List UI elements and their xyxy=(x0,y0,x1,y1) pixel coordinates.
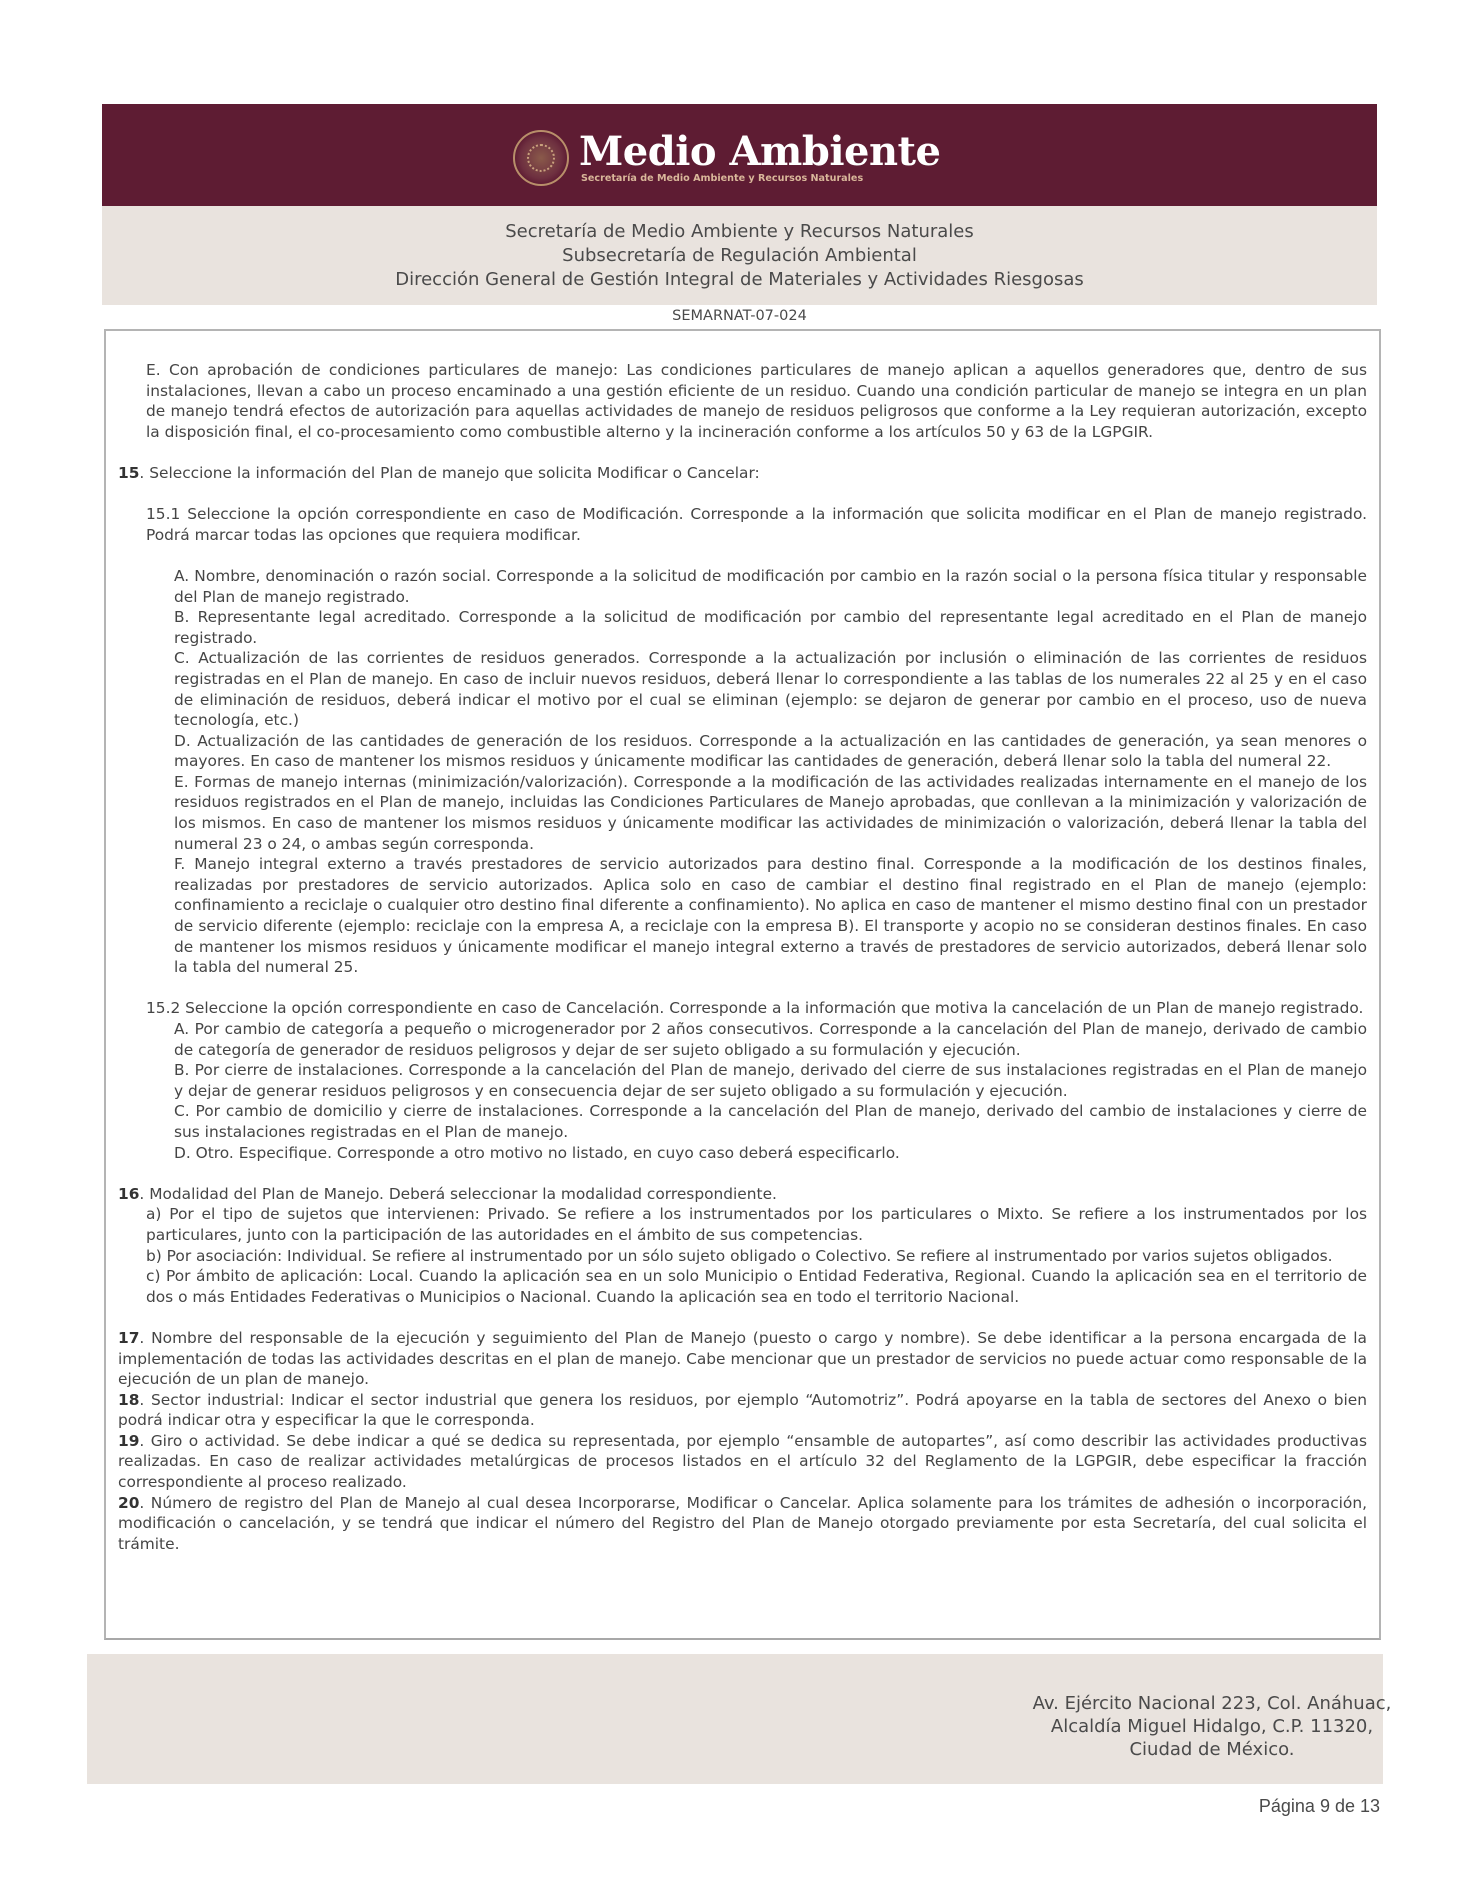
list-item: B. Por cierre de instalaciones. Corresponde a la cancelación del Plan de manejo, derivado del cierre de sus instalaciones registradas en el Plan de manejo y dejar de generar residuos peligrosos y en consecuencia dejar de ser sujeto obligado a su formulación y ejecución. xyxy=(174,1061,1367,1100)
list-item: C. Por cambio de domicilio y cierre de instalaciones. Corresponde a la cancelación del Plan de manejo, derivado del cambio de instalaciones y cierre de sus instalaciones registradas en el Plan de manejo. xyxy=(174,1102,1367,1141)
address-line: Alcaldía Miguel Hidalgo, C.P. 11320, xyxy=(1050,1716,1374,1737)
instructions-body xyxy=(118,360,1367,1554)
list-item: B. Representante legal acreditado. Corresponde a la solicitud de modificación por cambio del representante legal acreditado en el Plan de manejo registrado. xyxy=(174,608,1367,647)
list-item: F. Manejo integral externo a través prestadores de servicio autorizados para destino final. Corresponde a la modificación de los destinos finales, realizadas por prestadores de servicio autorizados. Aplica solo en caso de cambiar el destino final registrado en el Plan de manejo (ejemplo: confinamiento a reciclaje o cualquier otro destino final diferente a confinamiento). No aplica en caso de mantener el mismo destino final con un prestador de servicio diferente (ejemplo: reciclaje con la empresa A, a reciclaje con la empresa B). El transporte y acopio no se consideran destinos finales. En caso de mantener los mismos residuos y únicamente modificar el manejo integral externo a través de prestadores de servicio autorizados, deberá llenar solo la tabla del numeral 25. xyxy=(174,855,1367,977)
address-line: Ciudad de México. xyxy=(1129,1739,1295,1760)
section-number: 15 xyxy=(118,463,140,482)
agency-header xyxy=(102,206,1377,305)
medio-ambiente-logo xyxy=(513,128,940,188)
section-number: 20 xyxy=(118,1493,140,1512)
list-item: E. Formas de manejo internas (minimización/valorización). Corresponde a la modificación de las actividades realizadas internamente en el manejo de los residuos registrados en el Plan de manejo, incluidas las Condiciones Particulares de Manejo aprobadas, que conllevan a la minimización y valorización de los mismos. En caso de mantener los mismos residuos y únicamente modificar las actividades de minimización o valorización, deberá llenar la tabla del numeral 23 o 24, o ambas según corresponda. xyxy=(174,772,1367,853)
form-code: SEMARNAT-07-024 xyxy=(672,308,807,324)
section-19: 19. Giro o actividad. Se debe indicar a qué se dedica su representada, por ejemplo “ensamble de autopartes”, así como describir las actividades productivas realizadas. En caso de realizar actividades metalúrgicas de procesos listados en el artículo 32 del Reglamento de la LGPGIR, debe especificar la fracción correspondiente al proceso realizado. xyxy=(118,1431,1367,1492)
footer-address xyxy=(957,1692,1467,1761)
agency-line-secretaria: Secretaría de Medio Ambiente y Recursos Naturales xyxy=(505,221,974,242)
section-15-heading: 15. Seleccione la información del Plan de manejo que solicita Modificar o Cancelar: xyxy=(118,463,760,482)
section-16-heading: 16. Modalidad del Plan de Manejo. Deberá seleccionar la modalidad correspondiente. xyxy=(118,1184,777,1203)
subsection-15-1: 15.1 Seleccione la opción correspondiente en caso de Modificación. Corresponde a la información que solicita modificar en el Plan de manejo registrado. Podrá marcar todas las opciones que requiera modificar. xyxy=(146,505,1367,544)
section-20: 20. Número de registro del Plan de Manejo al cual desea Incorporarse, Modificar o Cancelar. Aplica solamente para los trámites de adhesión o incorporación, modificación o cancelación, y se tendrá que indicar el número del Registro del Plan de Manejo otorgado previamente por esta Secretaría, del cual solicita el trámite. xyxy=(118,1493,1367,1553)
logo-subtitle: Secretaría de Medio Ambiente y Recursos Naturales xyxy=(581,173,864,184)
section-17: 17. Nombre del responsable de la ejecución y seguimiento del Plan de Manejo (puesto o cargo y nombre). Se debe identificar a la persona encargada de la implementación de todas las actividades descritas en el plan de manejo. Cabe mencionar que un prestador de servicios no puede actuar como responsable de la ejecución de un plan de manejo. xyxy=(118,1328,1367,1389)
agency-line-subsecretaria: Subsecretaría de Regulación Ambiental xyxy=(562,245,917,266)
subsection-15-2: 15.2 Seleccione la opción correspondiente en caso de Cancelación. Corresponde a la información que motiva la cancelación de un Plan de manejo registrado. xyxy=(146,999,1364,1018)
section-number: 17 xyxy=(118,1328,140,1347)
logo-title: Medio Ambiente xyxy=(579,128,941,175)
list-item: D. Actualización de las cantidades de generación de los residuos. Corresponde a la actualización en las cantidades de generación, ya sean menores o mayores. En caso de mantener los mismos residuos y únicamente modificar las cantidades de generación, deberá llenar solo la tabla del numeral 22. xyxy=(174,731,1367,771)
address-line: Av. Ejército Nacional 223, Col. Anáhuac, xyxy=(1032,1693,1392,1714)
list-item: C. Actualización de las corrientes de residuos generados. Corresponde a la actualización por inclusión o eliminación de las corrientes de residuos registradas en el Plan de manejo. En caso de incluir nuevos residuos, deberá llenar lo correspondiente a las tablas de los numerales 22 al 25 y en el caso de eliminación de residuos, deberá indicar el motivo por el cual se eliminan (ejemplo: se dejaron de generar por cambio en el proceso, uso de nueva tecnología, etc.) xyxy=(174,649,1367,730)
list-item: c) Por ámbito de aplicación: Local. Cuando la aplicación sea en un solo Municipio o Entidad Federativa, Regional. Cuando la aplicación sea en el territorio de dos o más Entidades Federativas o Municipios o Nacional. Cuando la aplicación sea en todo el territorio Nacional. xyxy=(146,1267,1367,1306)
section-number: 19 xyxy=(118,1431,140,1450)
list-item: D. Otro. Especifique. Corresponde a otro motivo no listado, en cuyo caso deberá especificarlo. xyxy=(174,1143,900,1162)
footer-band xyxy=(87,1654,1392,1784)
page-number: Página 9 de 13 xyxy=(1258,1796,1380,1816)
list-item: A. Por cambio de categoría a pequeño o microgenerador por 2 años consecutivos. Corresponde a la cancelación del Plan de manejo, derivado de cambio de categoría de generador de residuos peligrosos y dejar de ser sujeto obligado a su formulación y ejecución. xyxy=(174,1020,1367,1059)
section-number: 18 xyxy=(118,1390,140,1409)
list-item: a) Por el tipo de sujetos que intervienen: Privado. Se refiere a los instrumentados por los particulares o Mixto. Se refiere a los instrumentados por los particulares, junto con la participación de las autoridades en el ámbito de sus competencias. xyxy=(146,1205,1367,1244)
agency-line-direccion: Dirección General de Gestión Integral de Materiales y Actividades Riesgosas xyxy=(395,269,1084,290)
national-seal-icon xyxy=(513,130,569,186)
list-item: A. Nombre, denominación o razón social. Corresponde a la solicitud de modificación por cambio en la razón social o la persona física titular y responsable del Plan de manejo registrado. xyxy=(174,566,1367,606)
section-18: 18. Sector industrial: Indicar el sector industrial que genera los residuos, por ejemplo “Automotriz”. Podrá apoyarse en la tabla de sectores del Anexo o bien podrá indicar otra y especificar la que le corresponda. xyxy=(118,1390,1367,1430)
list-item: b) Por asociación: Individual. Se refiere al instrumentado por un sólo sujeto obligado o Colectivo. Se refiere al instrumentado por varios sujetos obligados. xyxy=(146,1246,1333,1265)
header-banner xyxy=(102,104,1377,206)
section-number: 16 xyxy=(118,1184,140,1203)
paragraph-e-condiciones: E. Con aprobación de condiciones particulares de manejo: Las condiciones particulares de manejo aplican a aquellos generadores que, dentro de sus instalaciones, llevan a cabo un proceso encaminado a una gestión eficiente de un residuo. Cuando una condición particular de manejo se integra en un plan de manejo tendrá efectos de autorización para aquellas actividades de manejo de residuos peligrosos que conforme a la Ley requieran autorización, excepto la disposición final, el co-procesamiento como combustible alterno y la incineración conforme a los artículos 50 y 63 de la LGPGIR. xyxy=(146,361,1367,441)
